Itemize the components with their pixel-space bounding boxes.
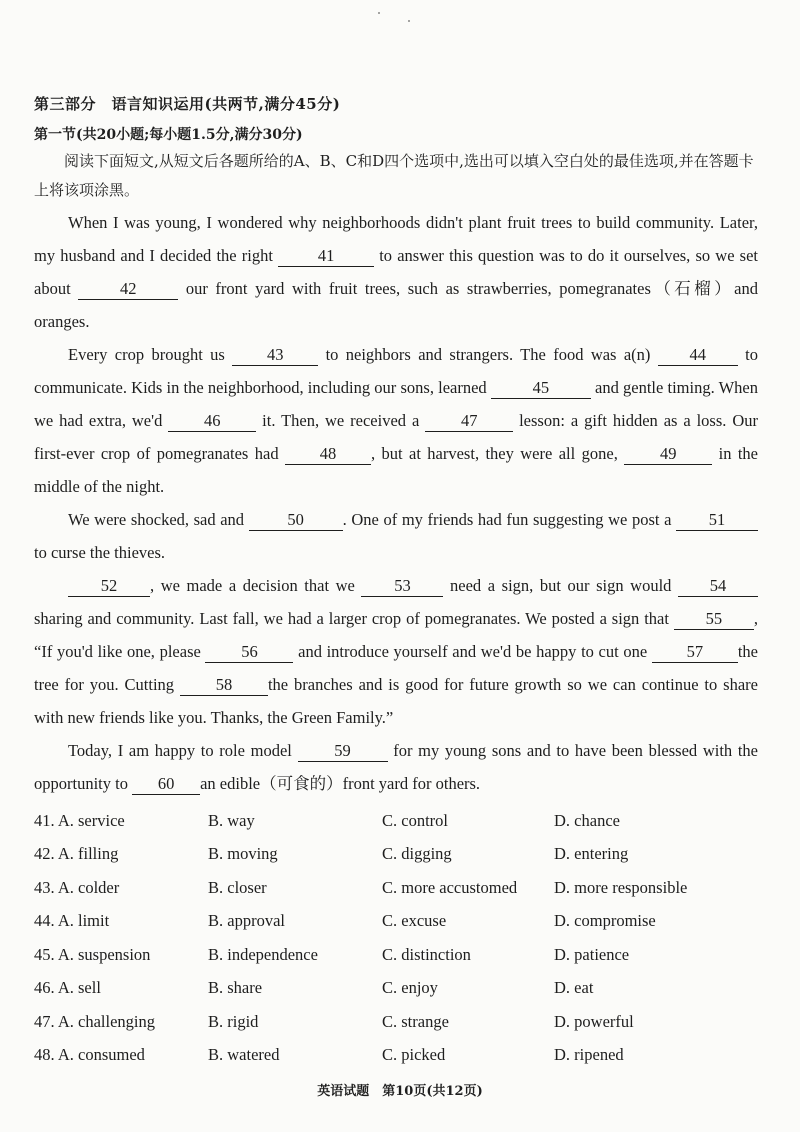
blank-58: 58 <box>180 675 268 696</box>
option-d: D. patience <box>554 944 630 964</box>
option-c: C. more accustomed <box>382 877 518 897</box>
passage-text: need a sign, but our sign would <box>443 576 678 595</box>
scan-speck <box>378 12 380 14</box>
passage-text: We were shocked, sad and <box>68 510 249 529</box>
cloze-passage <box>34 206 758 800</box>
option-a: 44. A. limit <box>34 911 110 931</box>
passage-text: , but at harvest, they were all gone, <box>370 444 625 463</box>
option-b: B. watered <box>208 1045 280 1065</box>
passage-text: to communicate. Kids in the neighborhood, including our sons, learned <box>34 345 758 397</box>
option-d: D. chance <box>554 810 620 830</box>
paragraph-5 <box>34 734 758 800</box>
option-d: D. ripened <box>554 1045 624 1065</box>
blank-54: 54 <box>678 576 758 597</box>
section-title: 第三部分 语言知识运用(共两节,满分45分) <box>34 95 341 113</box>
passage-text: Today, I am happy to role model <box>68 741 298 760</box>
blank-43: 43 <box>232 345 318 366</box>
blank-50: 50 <box>249 510 343 531</box>
option-d: D. entering <box>554 844 629 864</box>
blank-47: 47 <box>425 411 513 432</box>
option-a: 47. A. challenging <box>34 1011 155 1031</box>
paragraph-1 <box>34 206 758 338</box>
passage-text: to answer this question was to do it ourselves, so we set about <box>34 246 758 298</box>
option-c: C. digging <box>382 844 452 864</box>
blank-60: 60 <box>132 774 200 795</box>
answer-options <box>34 804 764 1072</box>
passage-text: and introduce yourself and we'd be happy to cut one <box>293 642 652 661</box>
option-c: C. enjoy <box>382 978 438 998</box>
passage-text: When I was young, I wondered why neighborhoods didn't plant fruit trees to build community. Later, my husband and I decided the right <box>34 213 758 265</box>
option-b: B. independence <box>208 944 318 964</box>
option-d: D. more responsible <box>554 877 688 897</box>
option-c: C. picked <box>382 1045 446 1065</box>
option-row-42 <box>34 838 764 872</box>
option-a: 46. A. sell <box>34 978 101 998</box>
blank-45: 45 <box>491 378 591 399</box>
passage-text: the branches and is good for future growth so we can continue to share with new friends like you. Thanks, the Green Family.” <box>34 675 758 727</box>
option-b: B. moving <box>208 844 278 864</box>
scan-speck <box>408 20 410 22</box>
paragraph-2 <box>34 338 758 503</box>
passage-text: Every crop brought us <box>68 345 233 364</box>
passage-text: it. Then, we received a <box>256 411 426 430</box>
passage-text: , “If you'd like one, please <box>34 609 758 661</box>
option-b: B. rigid <box>208 1011 259 1031</box>
paragraph-3 <box>34 503 758 569</box>
option-d: D. eat <box>554 978 594 998</box>
blank-41: 41 <box>278 246 374 267</box>
instructions: 阅读下面短文,从短文后各题所给的A、B、C和D四个选项中,选出可以填入空白处的最佳选项,并在答题卡上将该项涂黑。 <box>34 152 754 199</box>
option-a: 45. A. suspension <box>34 944 151 964</box>
blank-48: 48 <box>285 444 371 465</box>
blank-49: 49 <box>624 444 712 465</box>
passage-text: our front yard with fruit trees, such as strawberries, pomegranates（石榴）and oranges. <box>34 279 758 331</box>
blank-46: 46 <box>168 411 256 432</box>
option-b: B. way <box>208 810 255 830</box>
option-row-45 <box>34 938 764 972</box>
option-c: C. excuse <box>382 911 447 931</box>
option-d: D. compromise <box>554 911 656 931</box>
paragraph-4 <box>34 569 758 734</box>
blank-59: 59 <box>298 741 388 762</box>
option-b: B. share <box>208 978 263 998</box>
passage-text: an edible（可食的）front yard for others. <box>200 774 481 793</box>
option-a: 41. A. service <box>34 810 125 830</box>
passage-text: lesson: a gift hidden as a loss. Our first-ever crop of pomegranates had <box>34 411 758 463</box>
option-a: 42. A. filling <box>34 844 119 864</box>
option-row-48 <box>34 1039 764 1073</box>
passage-text: for my young sons and to have been blessed with the opportunity to <box>34 741 758 793</box>
option-row-43 <box>34 871 764 905</box>
passage-text: sharing and community. Last fall, we had a larger crop of pomegranates. We posted a sign that <box>34 609 674 628</box>
option-d: D. powerful <box>554 1011 634 1031</box>
blank-57: 57 <box>652 642 738 663</box>
blank-44: 44 <box>658 345 738 366</box>
option-row-41 <box>34 804 764 838</box>
option-c: C. strange <box>382 1011 449 1031</box>
option-row-44 <box>34 905 764 939</box>
option-a: 48. A. consumed <box>34 1045 145 1065</box>
option-c: C. control <box>382 810 448 830</box>
passage-text: in the middle of the night. <box>34 444 759 496</box>
blank-42: 42 <box>78 279 178 300</box>
option-a: 43. A. colder <box>34 877 120 897</box>
passage-text: to neighbors and strangers. The food was a(n) <box>318 345 658 364</box>
option-c: C. distinction <box>382 944 471 964</box>
passage-text: the tree for you. Cutting <box>34 642 759 694</box>
page-footer: 英语试题 第10页(共12页) <box>317 1084 483 1099</box>
passage-text: . One of my friends had fun suggesting we post a <box>342 510 676 529</box>
option-row-47 <box>34 1005 764 1039</box>
option-row-46 <box>34 972 764 1006</box>
blank-55: 55 <box>674 609 754 630</box>
option-b: B. approval <box>208 911 285 931</box>
blank-56: 56 <box>205 642 293 663</box>
passage-text: , we made a decision that we <box>150 576 362 595</box>
passage-text: and gentle timing. When we had extra, we'd <box>34 378 758 430</box>
option-b: B. closer <box>208 877 267 897</box>
passage-text: to curse the thieves. <box>34 543 166 562</box>
blank-53: 53 <box>361 576 443 597</box>
blank-52: 52 <box>68 576 150 597</box>
subsection-title: 第一节(共20小题;每小题1.5分,满分30分) <box>34 127 303 143</box>
blank-51: 51 <box>676 510 758 531</box>
